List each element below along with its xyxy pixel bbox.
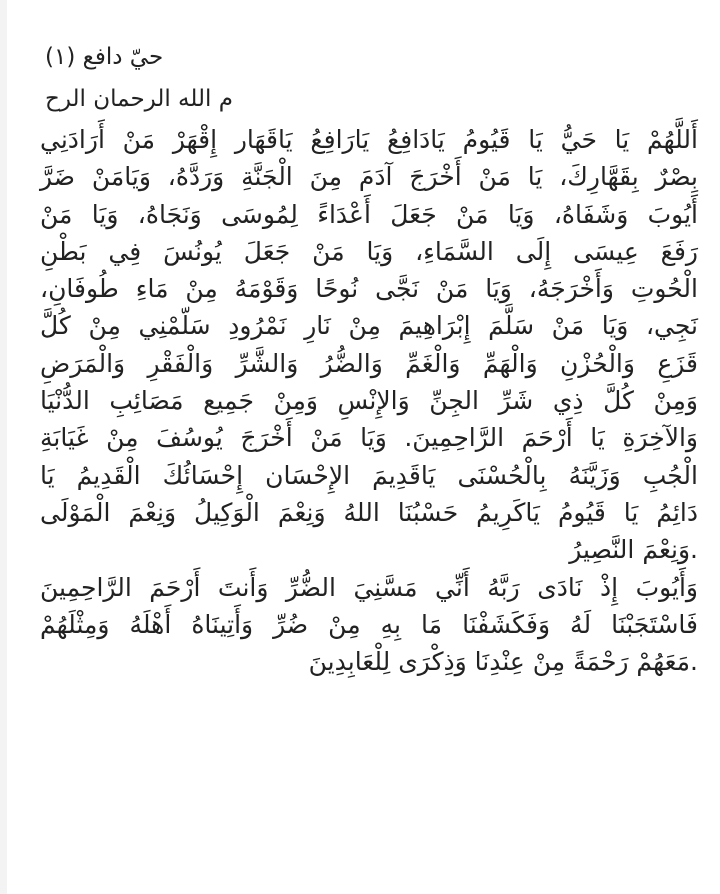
- text-line: وَالآخِرَةِ يَا أَرْحَمَ الرَّاحِمِينَ. وَيَا مَنْ أَخْرَجَ يُوسُفَ مِنْ غَيَابَةِ: [40, 423, 698, 453]
- text-line: قَزَعِ وَالْحُزْنِ وَالْهَمِّ وَالْغَمِّ وَالضُّرُ وَالشَّرِّ وَالْفَقْرِ وَالْمَرَضِ: [40, 348, 698, 378]
- text-line: أَللَّهُمْ يَا حَيُّ يَا قَيُومُ يَادَافِعُ يَارَافِعُ يَاقَهَار إِقْهَرْ مَنْ أَرَادَنِي: [40, 125, 698, 154]
- paragraph-1: [40, 121, 698, 569]
- basmala-line: م الله الرحمان الرح: [45, 86, 233, 112]
- document-heading: [45, 36, 233, 120]
- text-line: دَائِمُ يَا قَيُومُ يَاكَرِيمُ حَسْبُنَا اللهُ وَنِعْمَ الْوَكِيلُ وَنِعْمَ الْمَوْلَى: [40, 497, 698, 527]
- paragraph-2: [40, 569, 698, 681]
- text-line: فَاسْتَجَبْنَا لَهُ وَفَكَشَفْنَا مَا بِهِ مِنْ ضُرِّ وَأَتِينَاهُ أَهْلَهُ وَمِثْلَهُمْ: [40, 609, 698, 639]
- document-body: [40, 121, 698, 680]
- left-margin-strip: [0, 0, 7, 894]
- text-line: رَفَعَ عِيسَى إِلَى السَّمَاءِ، وَيَا مَنْ جَعَلَ يُونُسَ فِي بَطْنِ: [40, 236, 698, 266]
- text-line: وَأَيُوبَ إِذْ نَادَى رَبَّهُ أَنِّي مَسَّنِيَ الضُّرِّ وَأَنتَ أَرْحَمَ الرَّاحِمِينَ: [40, 572, 698, 602]
- text-line: .مَعَهُمْ رَحْمَةً مِنْ عِنْدِنَا وَذِكْرَى لِلْعَابِدِينَ: [308, 647, 698, 677]
- text-line: الْجُبِ وَزَيَّنَهُ بِالْحُسْنَى يَاقَدِيمَ الإِحْسَان إِحْسَائُكَ الْقَدِيمُ يَا: [40, 460, 698, 490]
- text-line: نَجِي، وَيَا مَنْ سَلَّمَ إِبْرَاهِيمَ مِنْ نَارِ نَمْرُودِ سَلّمْنِي مِنْ كُلَّ: [40, 311, 698, 341]
- text-line: .وَنِعْمَ النَّصِيرُ: [569, 535, 698, 565]
- text-line: الْحُوتِ وَأَخْرَجَهُ، وَيَا مَنْ نَجَّى نُوحًا وَقَوْمَهُ مِنْ مَاءِ طُوفَانِ،: [40, 274, 698, 304]
- text-line: وَمِنْ كُلَّ ذِي شَرِّ الجِنِّ وَالإِنْسِ وَمِنْ جَمِيع مَصَائِبِ الدُّنْيَا: [40, 386, 698, 416]
- document-title: حيّ دافع (١): [45, 44, 164, 70]
- text-line: بِصْرٌ بِقَهَّارِكَ، يَا مَنْ أَخْرَجَ آدَمَ مِنَ الْجَنَّةِ وَرَدَّهُ، وَيَامَنْ ضَرَّ: [40, 162, 698, 192]
- text-line: أَيُوبَ وَشَفَاهُ، وَيَا مَنْ جَعَلَ أَعْدَاءً لِمُوسَى وَنَجَاهُ، وَيَا مَنْ: [40, 199, 698, 229]
